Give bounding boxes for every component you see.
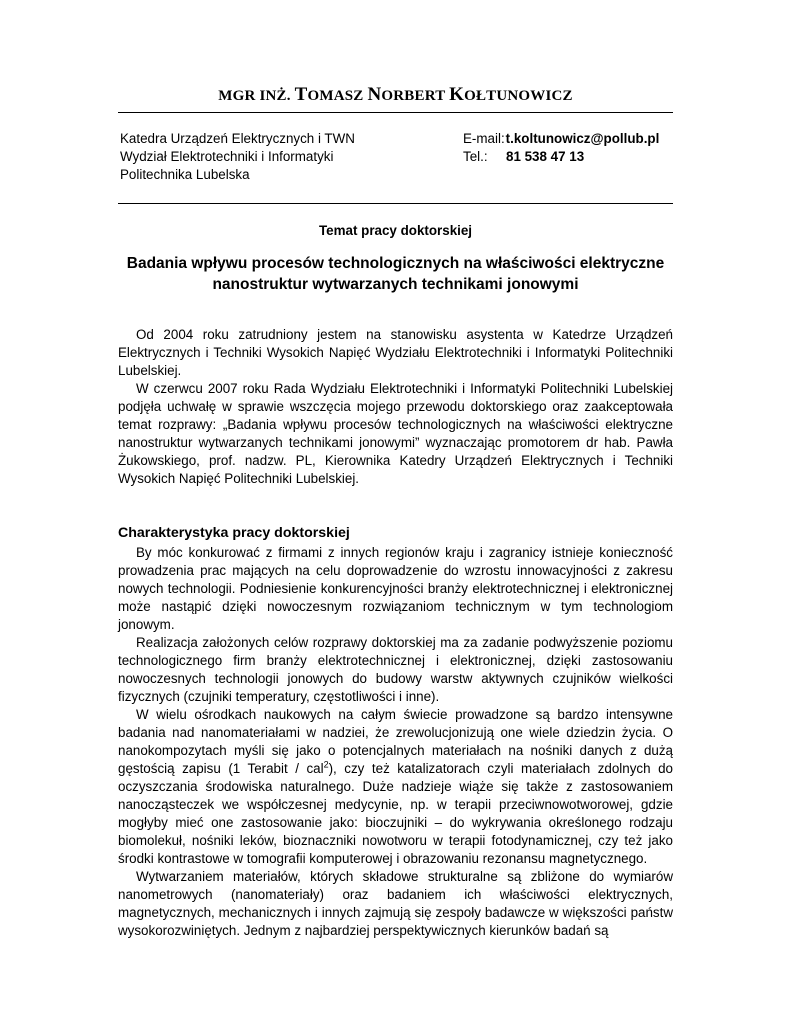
paragraph-text: ), czy też katalizatorach czyli materiałach zdolnych do oczyszczania środowiska naturalnego. Duże nadzieje wiąże się także z zastosowaniem nanocząsteczek we współczesnej medycynie, np. w terapii przeciwnowotworowej, gdzie mogłyby mieć one zastosowanie jako: bioczujniki – do wykrywania określonego rodzaju biomolekuł, nośniki leków, bioznaczniki nowotworu w terapii fotodynamicznej, czy też jako środki kontrastowe w tomografii komputerowej i obrazowaniu rezonansu magnetycznego. (118, 761, 673, 866)
paragraph-text: W wielu ośrodkach naukowych na całym świecie prowadzone są bardzo intensywne badania nad nanomateriałami w nadziei, że zrewolucjonizują one wiele dziedzin życia. O nanokompozytach myśli się jako o potencjalnych materiałach na nośniki danych z dużą gęstością zapisu (1 Terabit / cal (118, 707, 673, 776)
intro-section (118, 326, 673, 488)
name-initial-k: K (449, 84, 465, 105)
superscript: 2 (323, 759, 329, 770)
thesis-title-line: nanostruktur wytwarzanych technikami jonowymi (212, 276, 579, 293)
paragraph: Od 2004 roku zatrudniony jestem na stanowisku asystenta w Katedrze Urządzeń Elektrycznych i Techniki Wysokich Napięć Wydziału Elektrotechniki i Informatyki Politechniki Lubelskiej. (118, 327, 673, 378)
paragraph (118, 706, 673, 868)
affiliation-line: Wydział Elektrotechniki i Informatyki (120, 149, 334, 164)
contact-block (463, 130, 659, 166)
name-part-omasz: OMASZ (307, 88, 368, 104)
email-row (463, 130, 659, 148)
paragraph: By móc konkurować z firmami z innych regionów kraju i zagranicy istnieje konieczność prowadzenia prac mających na celu doprowadzenie do wzrostu innowacyjności z zakresu nowych technologii. Podniesienie konkurencyjności branży elektrotechnicznej i elektronicznej może nastąpić dzięki nowoczesnym rozwiązaniom technicznym w tym technologiom jonowym. (118, 545, 673, 632)
section-title: Charakterystyka pracy doktorskiej (118, 525, 350, 541)
paragraph: Wytwarzaniem materiałów, których składowe strukturalne są zbliżone do wymiarów nanometrowych (nanomateriały) oraz badaniem ich właściwości elektrycznych, magnetycznych, mechanicznych i innych zajmują się zespoły badawcze w większości państw wysokorozwiniętych. Jednym z najbardziej perspektywicznych kierunków badań są (118, 869, 673, 938)
affiliation-block (120, 130, 355, 184)
thesis-heading: Temat pracy doktorskiej (318, 223, 473, 238)
name-part-oltunowicz: OŁTUNOWICZ (464, 88, 573, 104)
author-name (118, 84, 673, 106)
phone-row (463, 148, 659, 166)
affiliation-line: Politechnika Lubelska (120, 167, 250, 182)
thesis-title (118, 253, 673, 295)
characteristics-section (118, 544, 673, 940)
email-label: E-mail: (463, 131, 505, 146)
paragraph: Realizacja założonych celów rozprawy doktorskiej ma za zadanie podwyższenie poziomu technologicznego firm branży elektrotechnicznej i elektronicznej, dzięki zastosowaniu nowoczesnych technologii jonowych do budowy warstw aktywnych czujników wielkości fizycznych (czujniki temperatury, częstotliwości i inne). (118, 635, 673, 704)
phone-number: 81 538 47 13 (506, 149, 585, 164)
phone-label: Tel.: (463, 149, 488, 164)
name-part-orbert: ORBERT (381, 88, 450, 104)
paragraph: W czerwcu 2007 roku Rada Wydziału Elektrotechniki i Informatyki Politechniki Lubelskiej podjęła uchwałę w sprawie wszczęcia mojego przewodu doktorskiego oraz zaakceptowała temat rozprawy: „Badania wpływu procesów technologicznych na właściwości elektryczne nanostruktur wytwarzanych technikami jonowymi” wyznaczając promotorem dr hab. Pawła Żukowskiego, prof. nadzw. PL, Kierownika Katedry Urządzeń Elektrycznych i Techniki Wysokich Napięć Politechniki Lubelskiej. (118, 381, 673, 486)
name-prefix: MGR INŻ. (218, 88, 295, 104)
email-link[interactable]: t.koltunowicz@pollub.pl (505, 131, 660, 146)
affiliation-line: Katedra Urządzeń Elektrycznych i TWN (120, 131, 355, 146)
name-initial-t: T (294, 84, 308, 105)
thesis-title-line: Badania wpływu procesów technologicznych na właściwości elektryczne (126, 255, 665, 272)
name-initial-n: N (367, 84, 382, 105)
contact-divider (118, 203, 673, 204)
header-divider (118, 112, 673, 113)
